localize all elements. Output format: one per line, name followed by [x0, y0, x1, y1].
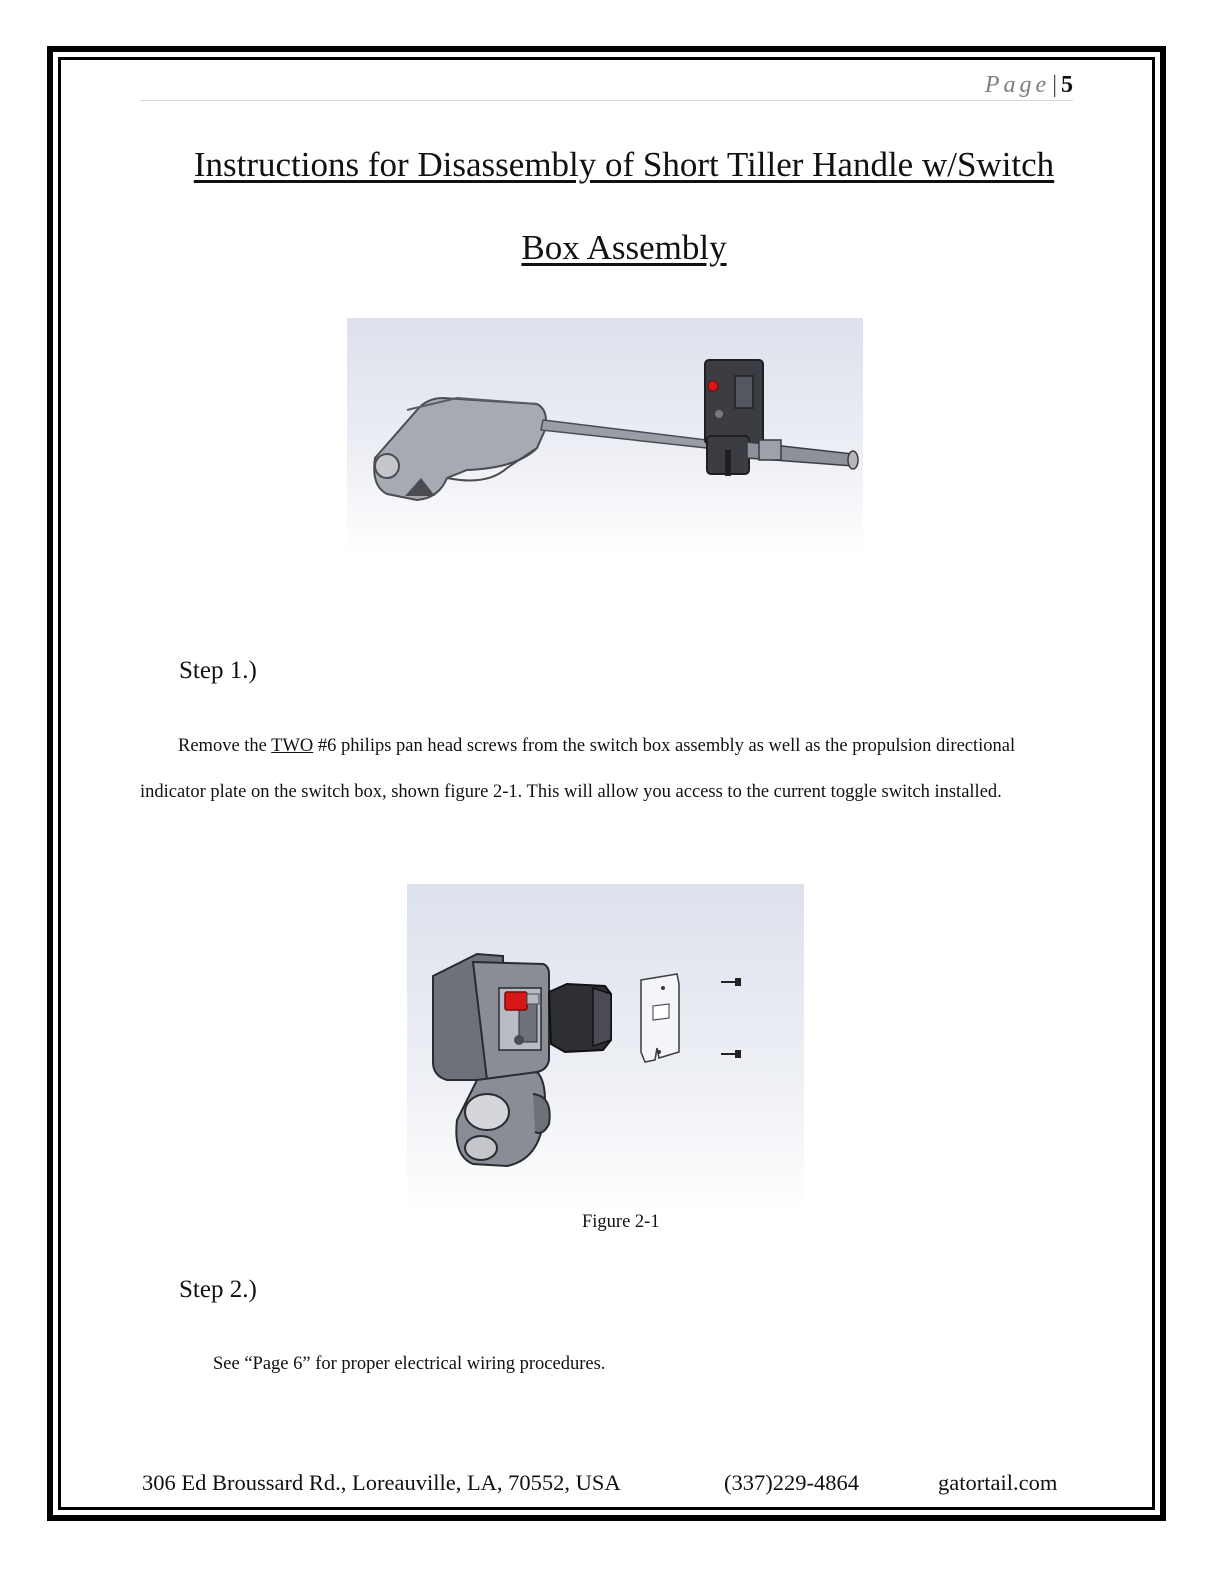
step-1-heading: Step 1.): [179, 657, 257, 684]
step-2-heading: Step 2.): [179, 1276, 257, 1303]
emphasis-two: TWO: [271, 736, 314, 756]
footer-website[interactable]: gatortail.com: [938, 1470, 1058, 1495]
document-title-line-1: Instructions for Disassembly of Short Tiller Handle w/Switch: [193, 145, 1055, 184]
page-number: 5: [1061, 72, 1073, 98]
footer-phone: (337)229-4864: [724, 1470, 859, 1495]
footer-address: 306 Ed Broussard Rd., Loreauville, LA, 70552, USA: [142, 1470, 621, 1495]
step-1-text-start: Remove the: [178, 736, 272, 756]
step-1-text-rest: #6 philips pan head screws from the switch box assembly as well as the propulsion directional indicator plate on the switch box, shown figure 2-1. This will allow you access to the current toggle switch installed.: [140, 736, 1016, 802]
step-1-instructions: [140, 723, 1040, 815]
switch-box-exploded-view: [407, 884, 804, 1214]
document-title-line-2: Box Assembly: [521, 228, 727, 267]
figure-caption: Figure 2-1: [582, 1212, 660, 1232]
tiller-handle-illustration: [347, 318, 863, 556]
page-separator: |: [1052, 72, 1057, 98]
step-2-instructions: See “Page 6” for proper electrical wiring procedures.: [213, 1354, 606, 1374]
page-label: Page: [984, 72, 1051, 98]
page-header: [140, 72, 1073, 101]
